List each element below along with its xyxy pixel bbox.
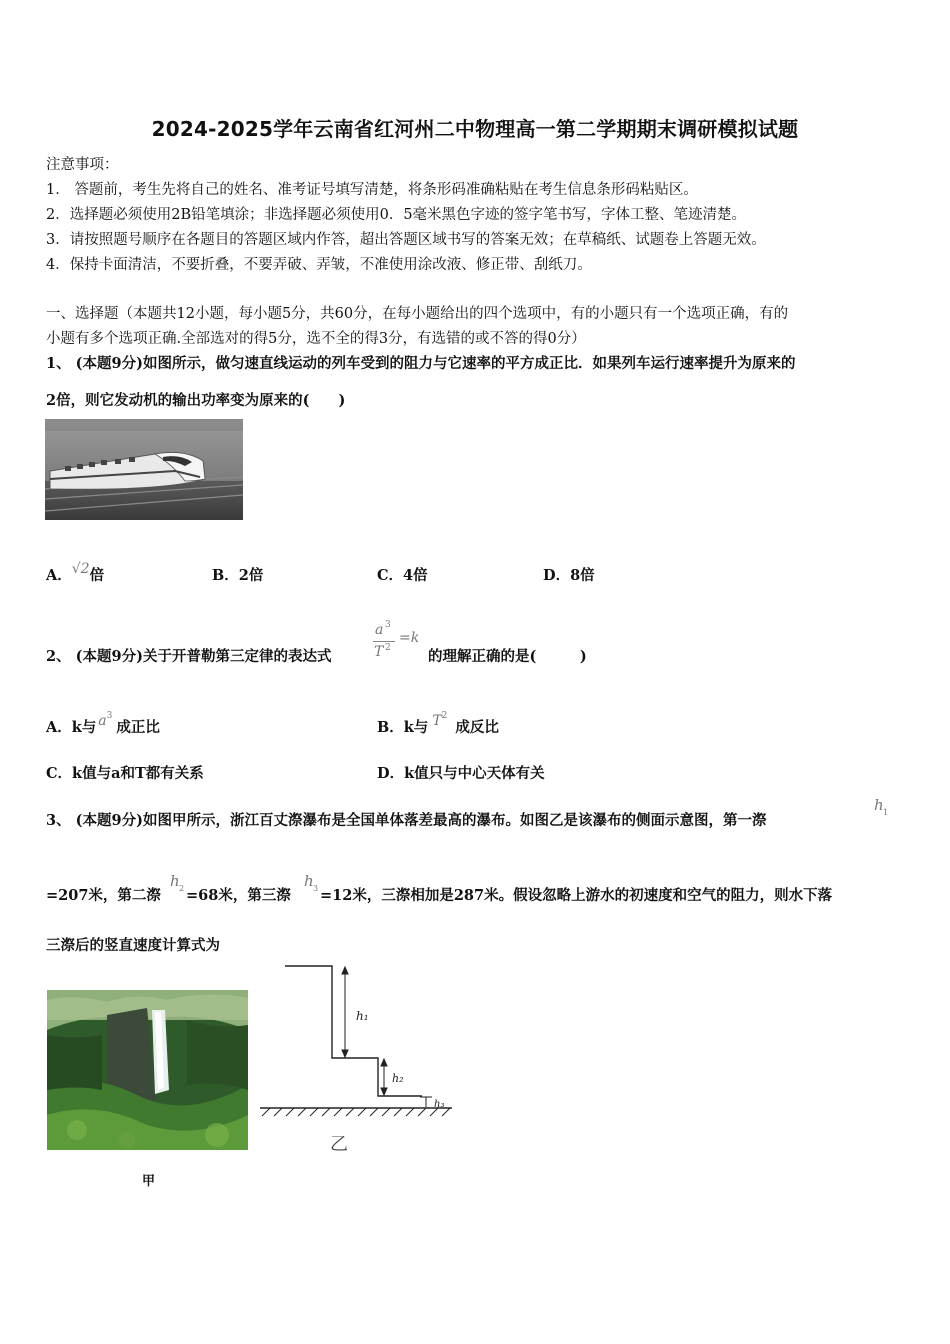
h3-subscript: 3 (313, 884, 319, 893)
q2-stem-suffix: 的理解正确的是( ) (428, 648, 587, 665)
ground-hatch (262, 1108, 450, 1116)
formula-rhs: =k (399, 630, 420, 646)
q2-stem-prefix: 2、 (本题9分)关于开普勒第三定律的表达式 (46, 648, 332, 665)
formula-denominator: T (374, 644, 384, 660)
notice-item-3: 3．请按照题号顺序在各题目的答题区域内作答，超出答题区域书写的答案无效；在草稿纸、试题卷上答题无效。 (46, 232, 766, 248)
option-b-exp: 2 (441, 711, 448, 721)
q3-stem-line2a: =207米，第二漈 (46, 887, 161, 904)
waterfall-illustration (47, 990, 248, 1150)
waterfall-diagram (252, 958, 457, 1163)
h3-symbol: h (304, 872, 314, 890)
q3-stem-line3: 三漈后的竖直速度计算式为 (46, 937, 220, 954)
q2-option-b (377, 711, 499, 737)
diagram-h3-label: h₃ (434, 1099, 445, 1110)
h2-subscript: 2 (179, 884, 185, 893)
formula-denominator-exp: 2 (385, 643, 391, 653)
q1-option-d: D．8倍 (543, 567, 595, 584)
q1-option-c: C．4倍 (377, 567, 428, 584)
q1-option-b: B．2倍 (212, 567, 264, 584)
caption-jia: 甲 (142, 1174, 156, 1189)
section-heading-line2: 小题有多个选项正确.全部选对的得5分，选不全的得3分，有选错的或不答的得0分） (46, 331, 586, 347)
diagram-h2-label: h₂ (392, 1072, 404, 1085)
q1-stem-line1: 1、 (本题9分)如图所示，做匀速直线运动的列车受到的阻力与它速率的平方成正比．如果列车运行速率提升为原来的 (46, 355, 796, 372)
page-title: 2024-2025学年云南省红河州二中物理高一第二学期期末调研模拟试题 (151, 117, 799, 141)
h1-subscript: 1 (883, 808, 889, 817)
q2-option-a (46, 711, 160, 737)
diagram-caption-yi: 乙 (330, 1134, 348, 1155)
train-illustration (45, 419, 243, 520)
q2-option-a-suffix: 成正比 (116, 719, 160, 736)
h2-symbol: h (170, 872, 180, 890)
kepler-formula (371, 620, 427, 668)
diagram-h1-label: h₁ (356, 1009, 369, 1023)
q2-option-b-prefix: B．k与 (377, 719, 429, 736)
q3-stem-line2c: =12米，三漈相加是287米。假设忽略上游水的初速度和空气的阻力，则水下落 (320, 887, 833, 904)
q1-option-a (46, 561, 105, 585)
waterfall-photo (47, 990, 248, 1150)
q2-option-b-suffix: 成反比 (455, 719, 499, 736)
q1-option-a-suffix: 倍 (89, 567, 105, 584)
q2-option-d: D．k值只与中心天体有关 (377, 765, 545, 782)
formula-numerator-exp: 3 (385, 620, 391, 630)
option-a-math: a (98, 713, 107, 729)
waterfall-step-diagram (252, 958, 457, 1163)
notice-item-2: 2．选择题必须使用2B铅笔填涂；非选择题必须使用0．5毫米黑色字迹的签字笔书写，字体工整、笔迹清楚。 (46, 207, 747, 223)
notice-item-1: 1． 答题前，考生先将自己的姓名、准考证号填写清楚，将条形码准确粘贴在考生信息条形码粘贴区。 (46, 182, 698, 198)
q1-stem-line2: 2倍，则它发动机的输出功率变为原来的( ) (46, 392, 346, 409)
q2-option-c: C．k值与a和T都有关系 (46, 765, 204, 782)
q1-option-a-prefix: A． (46, 567, 72, 584)
fraction-bar (373, 641, 395, 642)
q2-option-a-prefix: A．k与 (46, 719, 97, 736)
option-a-exp: 3 (106, 711, 113, 721)
dimension-arrows (342, 967, 432, 1108)
q3-stem-line2b: =68米，第三漈 (186, 887, 291, 904)
option-b-math: T (432, 713, 442, 729)
formula-numerator: a (375, 622, 384, 638)
h1-symbol: h (874, 796, 884, 814)
sqrt2-math: √2 (71, 561, 90, 577)
notice-heading: 注意事项： (46, 157, 119, 173)
q1-train-image (45, 419, 243, 520)
q3-stem-line1: 3、 (本题9分)如图甲所示，浙江百丈漈瀑布是全国单体落差最高的瀑布。如图乙是该瀑布的侧面示意图，第一漈 (46, 812, 767, 829)
notice-item-4: 4．保持卡面清洁，不要折叠，不要弄破、弄皱，不准使用涂改液、修正带、刮纸刀。 (46, 257, 592, 273)
section-heading-line1: 一、选择题（本题共12小题，每小题5分，共60分，在每小题给出的四个选项中，有的小题只有一个选项正确，有的 (46, 306, 789, 322)
